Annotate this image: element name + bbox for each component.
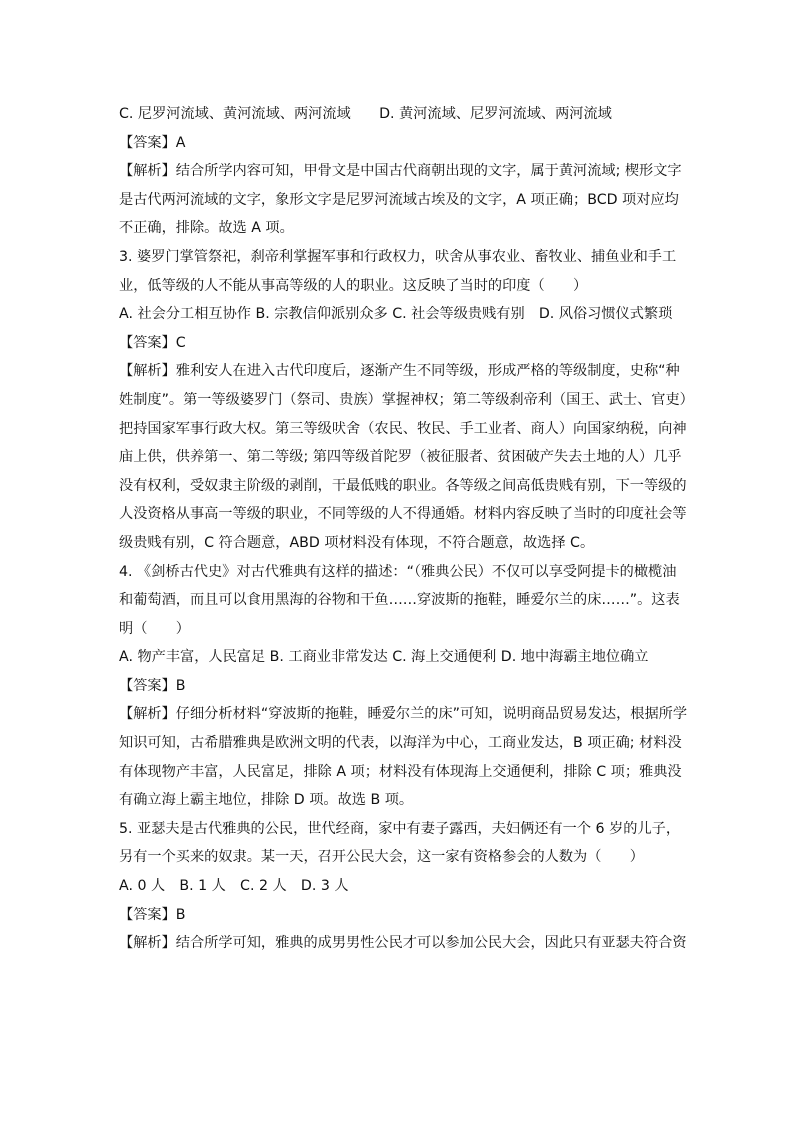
analysis-line: 级贵贱有别，C 符合题意，ABD 项材料没有体现，不符合题意，故选择 C。 (119, 534, 595, 551)
analysis-line: 【解析】仔细分析材料“穿波斯的拖鞋，睡爱尔兰的床”可知，说明商品贸易发达，根据所学 (119, 706, 688, 723)
analysis-line: 【解析】结合所学可知，雅典的成男男性公民才可以参加公民大会，因此只有亚瑟夫符合资 (119, 935, 687, 952)
answer-line: 【答案】C (119, 334, 186, 351)
document-body (119, 100, 694, 958)
question-line: 3. 婆罗门掌管祭祀，刹帝利掌握军事和行政权力，吠舍从事农业、畜牧业、捕鱼业和手工 (119, 248, 677, 265)
analysis-line: 【解析】雅利安人在进入古代印度后，逐渐产生不同等级，形成严格的等级制度，史称“种 (119, 363, 680, 380)
option-line: C. 尼罗河流域、黄河流域、两河流域 D. 黄河流域、尼罗河流域、两河流域 (119, 106, 612, 122)
question-line: 4. 《剑桥古代史》对古代雅典有这样的描述：“（雅典公民）不仅可以享受阿提卡的橄榄油 (119, 563, 677, 580)
analysis-line: 知识可知，古希腊雅典是欧洲文明的代表，以海洋为中心，工商业发达，B 项正确; 材料没 (119, 735, 682, 752)
analysis-line: 把持国家军事行政大权。第三等级吠舍（农民、牧民、手工业者、商人）向国家纳税，向神 (119, 420, 687, 437)
option-line: A. 物产丰富，人民富足 B. 工商业非常发达 C. 海上交通便利 D. 地中海霸主地位确立 (119, 649, 649, 666)
question-line: 5. 亚瑟夫是古代雅典的公民，世代经商，家中有妻子露西，夫妇俩还有一个 6 岁的儿子， (119, 820, 681, 837)
answer-line: 【答案】A (119, 134, 186, 151)
question-line: 明（ ） (119, 620, 190, 637)
analysis-line: 没有权利，受奴隶主阶级的剥削，干最低贱的职业。各等级之间高低贵贱有别，下一等级的 (119, 477, 687, 494)
analysis-line: 有确立海上霸主地位，排除 D 项。故选 B 项。 (119, 792, 414, 809)
analysis-line: 人没资格从事高一等级的职业，不同等级的人不得通婚。材料内容反映了当时的印度社会等 (119, 506, 687, 523)
question-line: 和葡萄酒，而且可以食用黑海的谷物和干鱼……穿波斯的拖鞋，睡爱尔兰的床……”。这表 (119, 592, 680, 609)
question-line: 另有一个买来的奴隶。某一天，召开公民大会，这一家有资格参会的人数为（ ） (119, 849, 644, 866)
analysis-line: 姓制度”。第一等级婆罗门（祭司、贵族）掌握神权；第二等级刹帝利（国王、武士、官吏） (119, 391, 694, 408)
analysis-line: 【解析】结合所学内容可知，甲骨文是中国古代商朝出现的文字，属于黄河流域; 楔形文字 (119, 163, 682, 180)
question-line: 业，低等级的人不能从事高等级的人的职业。这反映了当时的印度（ ） (119, 277, 588, 294)
analysis-line: 是古代两河流域的文字，象形文字是尼罗河流域古埃及的文字，A 项正确；BCD 项对应均 (119, 191, 679, 208)
answer-line: 【答案】B (119, 677, 186, 694)
analysis-line: 不正确，排除。故选 A 项。 (119, 220, 294, 237)
analysis-line: 庙上供，供养第一、第二等级; 第四等级首陀罗（被征服者、贫困破产失去土地的人）几乎 (119, 449, 682, 466)
option-line: A. 社会分工相互协作 B. 宗教信仰派别众多 C. 社会等级贵贱有别 D. 风俗习惯仪式繁琐 (119, 306, 673, 323)
option-line: A. 0 人 B. 1 人 C. 2 人 D. 3 人 (119, 878, 349, 895)
answer-line: 【答案】B (119, 906, 186, 923)
analysis-line: 有体现物产丰富，人民富足，排除 A 项；材料没有体现海上交通便利，排除 C 项；雅典没 (119, 763, 682, 780)
